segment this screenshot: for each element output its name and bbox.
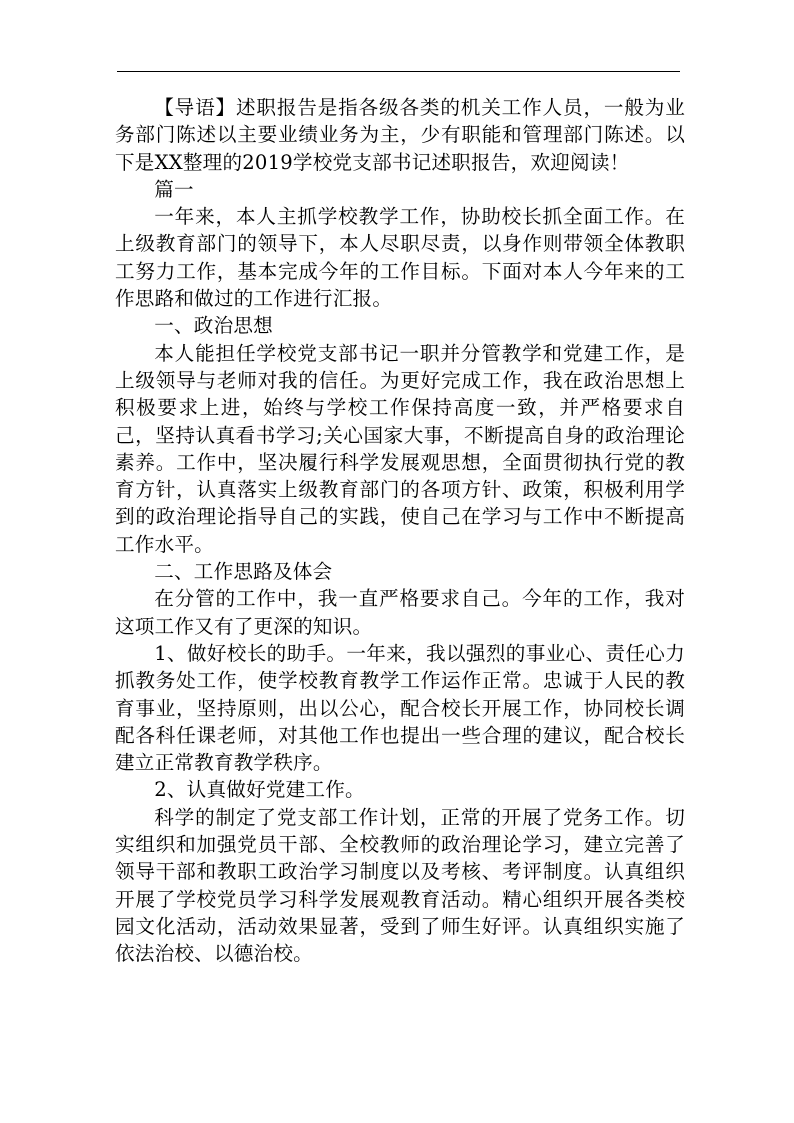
body-paragraph: 一年来，本人主抓学校教学工作，协助校长抓全面工作。在上级教育部门的领导下，本人尽职尽责，以身作则带领全体教职工努力工作，基本完成今年的工作目标。下面对本人今年来的工作思路和做过的工作进行汇报。 [115, 205, 685, 311]
body-paragraph: 科学的制定了党支部工作计划，正常的开展了党务工作。切实组织和加强党员干部、全校教师的政治理论学习，建立完善了领导干部和教职工政治学习制度以及考核、考评制度。认真组织开展了学校党员学习科学发展观教育活动。精心组织开展各类校园文化活动，活动效果显著，受到了师生好评。认真组织实施了依法治校、以德治校。 [115, 805, 685, 966]
section-heading-work-approach: 二、工作思路及体会 [154, 560, 333, 584]
document-body [115, 94, 685, 968]
header-rule [117, 71, 680, 72]
body-paragraph: 本人能担任学校党支部书记一职并分管教学和党建工作，是上级领导与老师对我的信任。为更好完成工作，我在政治思想上积极要求上进，始终与学校工作保持高度一致，并严格要求自己，坚持认真看书学习;关心国家大事，不断提高自身的政治理论素养。工作中，坚决履行科学发展观思想，全面贯彻执行党的教育方针，认真落实上级教育部门的各项方针、政策，积极利用学到的政治理论指导自己的实践，使自己在学习与工作中不断提高工作水平。 [115, 341, 685, 556]
intro-paragraph: 【导语】述职报告是指各级各类的机关工作人员，一般为业务部门陈述以主要业绩业务为主，少有职能和管理部门陈述。以下是XX整理的2019学校党支部书记述职报告，欢迎阅读！ [115, 96, 685, 174]
body-paragraph: 在分管的工作中，我一直严格要求自己。今年的工作，我对这项工作又有了更深的知识。 [115, 587, 685, 638]
subheading-party-building: 2、认真做好党建工作。 [154, 778, 365, 802]
body-paragraph: 1、做好校长的助手。一年来，我以强烈的事业心、责任心力抓教务处工作，使学校教育教学工作运作正常。忠诚于人民的教育事业，坚持原则，出以公心，配合校长开展工作，协同校长调配各科任课老师，对其他工作也提出一些合理的建议，配合校长建立正常教育教学秩序。 [115, 641, 685, 775]
section-heading-part-one: 篇一 [154, 177, 194, 201]
section-heading-political-thought: 一、政治思想 [154, 314, 273, 338]
